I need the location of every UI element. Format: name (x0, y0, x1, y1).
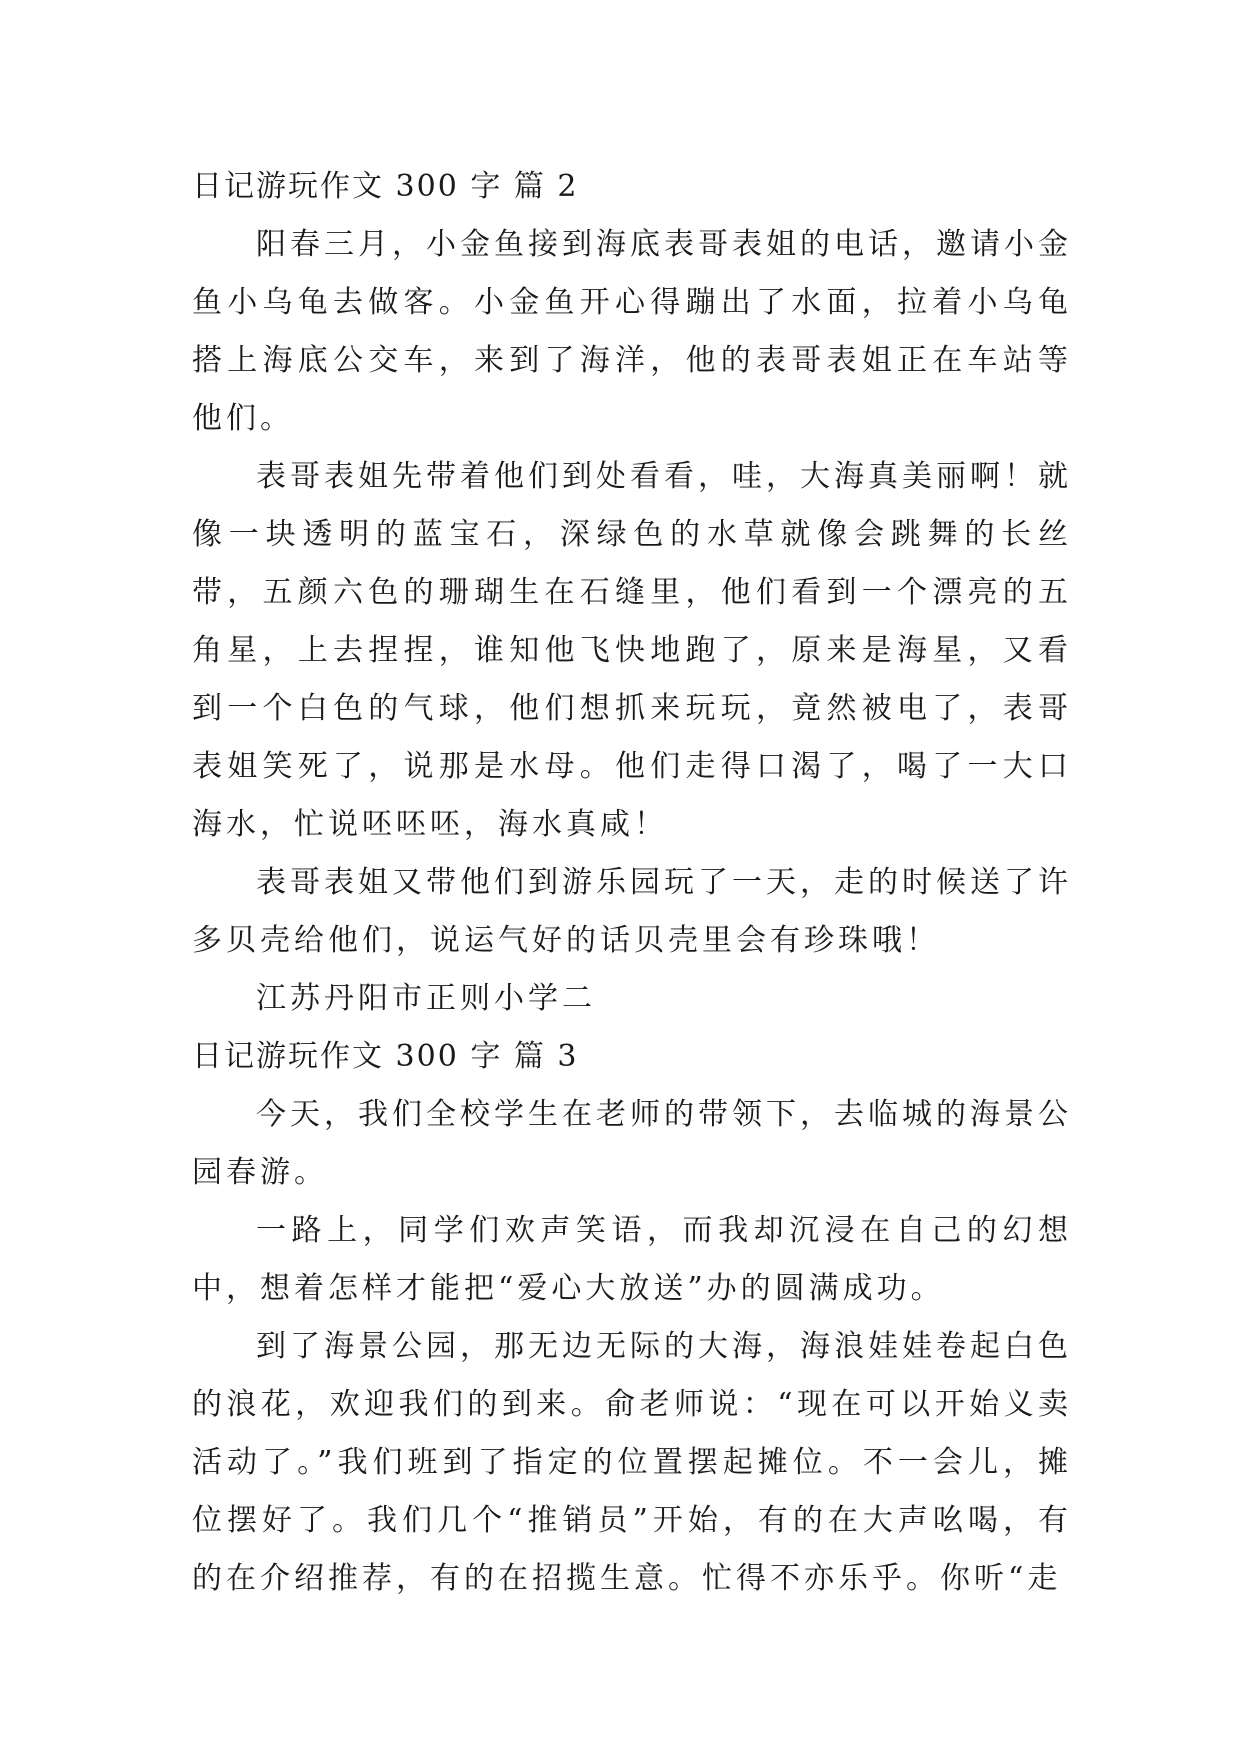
section-2-paragraph-3: 表哥表姐又带他们到游乐园玩了一天，走的时候送了许多贝壳给他们，说运气好的话贝壳里会有珍珠哦！ (192, 865, 1072, 958)
document-content (192, 158, 1072, 1608)
section-3-title: 日记游玩作文 300 字 篇 3 (192, 1039, 579, 1074)
section-2-paragraph-1: 阳春三月，小金鱼接到海底表哥表姐的电话，邀请小金鱼小乌龟去做客。小金鱼开心得蹦出了水面，拉着小乌龟搭上海底公交车，来到了海洋，他的表哥表姐正在车站等他们。 (192, 227, 1072, 436)
section-2-paragraph-2: 表哥表姐先带着他们到处看看，哇，大海真美丽啊！就像一块透明的蓝宝石，深绿色的水草就像会跳舞的长丝带，五颜六色的珊瑚生在石缝里，他们看到一个漂亮的五角星，上去捏捏，谁知他飞快地跑了，原来是海星，又看到一个白色的气球，他们想抓来玩玩，竟然被电了，表哥表姐笑死了，说那是水母。他们走得口渴了，喝了一大口海水，忙说呸呸呸，海水真咸！ (192, 459, 1072, 842)
section-2-signature: 江苏丹阳市正则小学二 (256, 981, 596, 1016)
section-3-paragraph-1: 今天，我们全校学生在老师的带领下，去临城的海景公园春游。 (192, 1097, 1072, 1190)
section-2-title: 日记游玩作文 300 字 篇 2 (192, 169, 579, 204)
section-3-paragraph-3: 到了海景公园，那无边无际的大海，海浪娃娃卷起白色的浪花，欢迎我们的到来。俞老师说：“现在可以开始义卖活动了。”我们班到了指定的位置摆起摊位。不一会儿，摊位摆好了。我们几个“推销员”开始，有的在大声吆喝，有的在介绍推荐，有的在招揽生意。忙得不亦乐乎。你听“走 (192, 1329, 1072, 1596)
section-3-paragraph-2: 一路上，同学们欢声笑语，而我却沉浸在自己的幻想中，想着怎样才能把“爱心大放送”办的圆满成功。 (192, 1213, 1072, 1306)
